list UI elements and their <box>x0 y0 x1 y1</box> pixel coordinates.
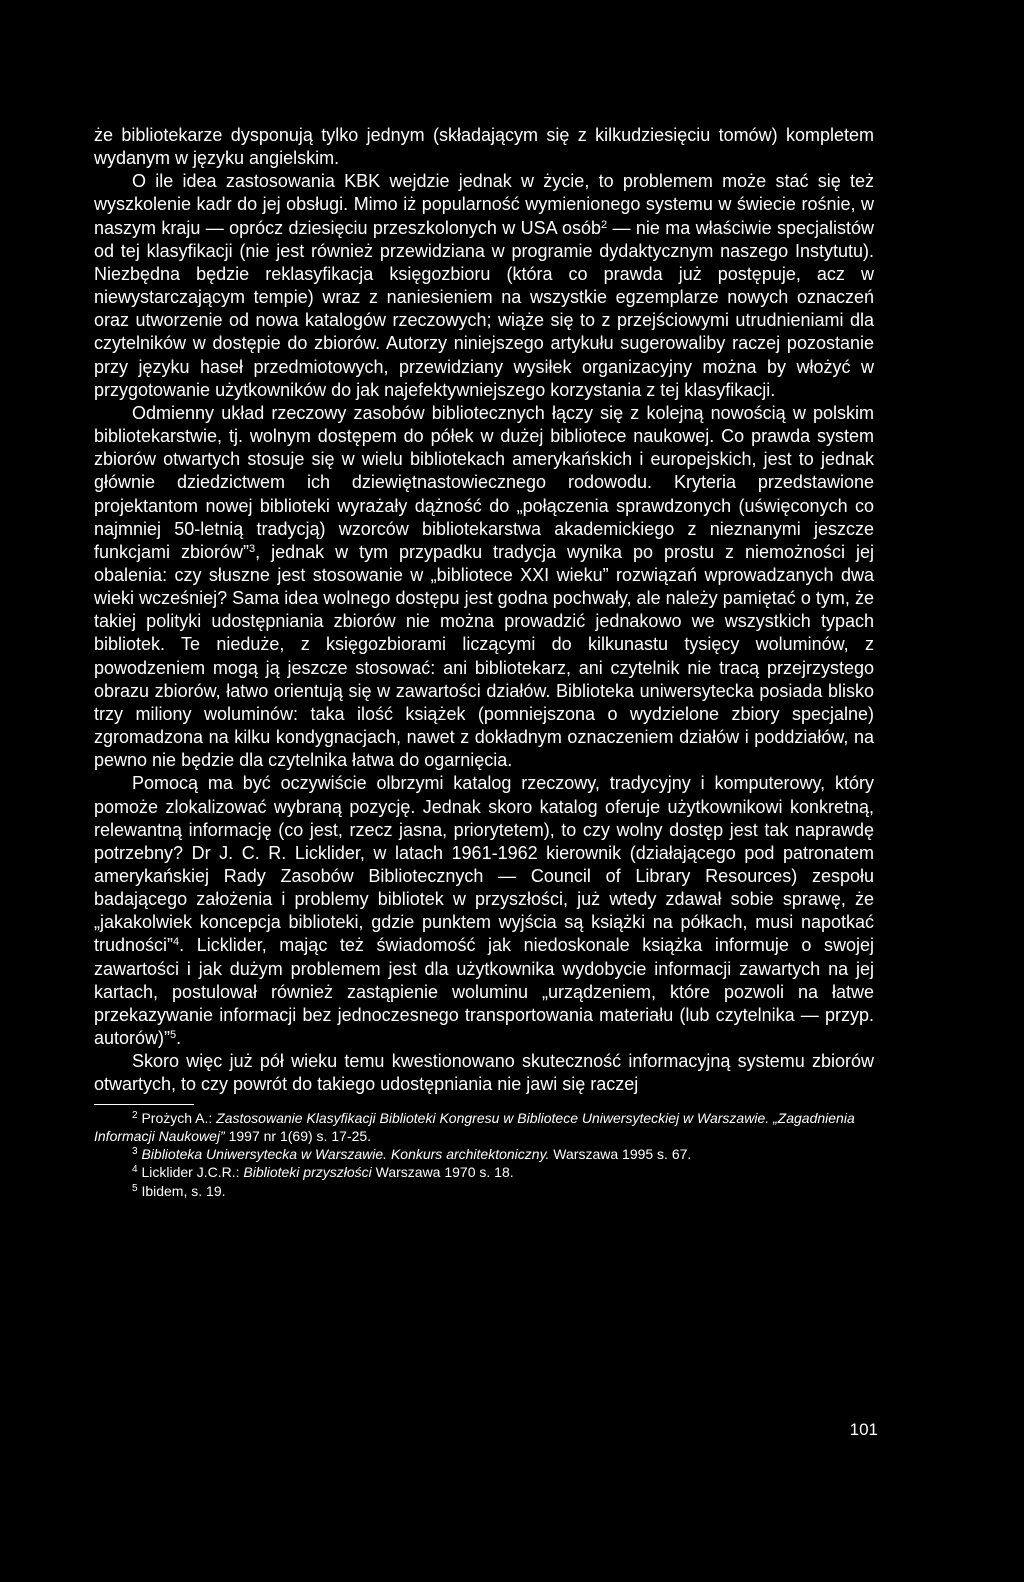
footnotes <box>94 1109 874 1200</box>
footnote-text: Licklider J.C.R.: <box>137 1164 244 1181</box>
footnote <box>94 1145 874 1163</box>
footnote <box>94 1109 874 1146</box>
text-run: O ile idea zastosowania KBK wejdzie jednak w życie, to problemem może stać się też wyszkolenie kadr do jej obsługi. Mimo iż popularność wymienionego systemu w świecie rośnie, w naszym kraju — oprócz dziesięciu przeszkolonych w USA osób <box>94 171 874 238</box>
text-run: że bibliotekarze dysponują tylko jednym (składającym się z kilkudziesięciu tomów) kompletem wydanym w języku angielskim. <box>94 125 874 169</box>
text-run: Skoro więc już pół wieku temu kwestionowano skuteczność informacyjną systemu zbiorów otwartych, to czy powrót do takiego udostępniania nie jawi się raczej <box>94 1051 874 1095</box>
footnote-separator <box>94 1104 194 1105</box>
footnote-text: Warszawa 1995 s. 67. <box>549 1146 692 1163</box>
paragraph <box>94 170 874 402</box>
footnote-text: 1997 nr 1(69) s. 17-25. <box>224 1127 372 1144</box>
footnote-number: 3 <box>132 1146 138 1158</box>
paragraph <box>94 1050 874 1096</box>
body-text <box>94 124 874 1097</box>
text-run: . <box>176 1028 182 1049</box>
footnote-number: 2 <box>132 1109 138 1121</box>
footnote-reference: 5 <box>170 1029 177 1042</box>
footnote <box>94 1163 874 1181</box>
paragraph <box>94 772 874 1050</box>
footnote-reference: 4 <box>173 936 180 949</box>
page-number: 101 <box>849 1420 878 1439</box>
footnote-reference: 3 <box>249 542 256 555</box>
paragraph <box>94 124 874 170</box>
page-content <box>94 124 874 1200</box>
footnote-number: 5 <box>132 1182 138 1194</box>
paragraph <box>94 402 874 773</box>
text-run: Odmienny układ rzeczowy zasobów bibliotecznych łączy się z kolejną nowością w polskim bibliotekarstwie, tj. wolnym dostępem do półek w dużej bibliotece naukowej. Co prawda system zbiorów otwartych stosuje się w wielu bibliotekach amerykańskich i europejskich, jest to jednak głównie dziedzictwem ich dziewiętnastowiecznego rodowodu. Kryteria przedstawione projektantom nowej biblioteki wyrażały dążność do „połączenia sprawdzonych (uświęconych co najmniej 50-letnią tradycją) wzorców bibliotekarstwa akademickiego z nieznanymi jeszcze funkcjami zbiorów” <box>94 402 874 562</box>
footnote-title: Zastosowanie Klasyfikacji Biblioteki Kongresu w Bibliotece Uniwersyteckiej w Warszawie. „Zagadnienia Informacji Naukowej” <box>94 1109 855 1144</box>
text-run: Pomocą ma być oczywiście olbrzymi katalog rzeczowy, tradycyjny i komputerowy, który pomoże zlokalizować wybraną pozycję. Jednak skoro katalog oferuje użytkownikowi konkretną, relewantną informację (co jest, rzecz jasna, priorytetem), to czy wolny dostęp jest tak naprawdę potrzebny? Dr J. C. R. Licklider, w latach 1961-1962 kierownik (działającego pod patronatem amerykańskiej Rady Zasobów Bibliotecznych — Council of Library Resources) zespołu badającego założenia i problemy bibliotek w przyszłości, już wtedy zdawał sobie sprawę, że „jakakolwiek koncepcja biblioteki, gdzie punktem wyjścia są książki na półkach, musi napotkać trudności” <box>94 773 874 956</box>
footnote <box>94 1182 874 1200</box>
footnote-title: Biblioteka Uniwersytecka w Warszawie. Konkurs architektoniczny. <box>141 1146 550 1163</box>
text-run: , jednak w tym przypadku tradycja wynika po prostu z niemożności jej obalenia: czy słuszne jest stosowanie w „bibliotece XXI wieku” rozwiązań wprowadzanych dwa wieki wcześniej? Sama idea wolnego dostępu jest godna pochwały, ale należy pamiętać o tym, że takiej polityki udostępniania zbiorów nie można prowadzić jednakowo we wszystkich typach bibliotek. Te nieduże, z księgozbiorami liczącymi do kilkunastu tysięcy woluminów, z powodzeniem mogą ją jeszcze stosować: ani bibliotekarz, ani czytelnik nie tracą przejrzystego obrazu zbiorów, łatwo orientują się w zawartości działów. Biblioteka uniwersytecka posiada blisko trzy miliony woluminów: taka ilość książek (pomniejszona o wydzielone zbiory specjalne) zgromadzona na kilku kondygnacjach, nawet z dokładnym oznaczeniem działów i poddziałów, na pewno nie będzie dla czytelnika łatwa do ogarnięcia. <box>94 541 874 771</box>
footnote-text: Warszawa 1970 s. 18. <box>371 1164 514 1181</box>
footnote-title: Biblioteki przyszłości <box>243 1164 372 1181</box>
footnote-reference: 2 <box>601 218 608 231</box>
footnote-text: Ibidem, s. 19. <box>137 1182 226 1199</box>
footnote-number: 4 <box>132 1164 138 1176</box>
text-run: — nie ma właściwie specjalistów od tej klasyfikacji (nie jest również przewidziana w programie dydaktycznym naszego Instytutu). Niezbędna będzie reklasyfikacja księgozbioru (która co prawda już postępuje, acz w niewystarczającym tempie) wraz z naniesieniem na wszystkie egzemplarze nowych oznaczeń oraz utworzenie od nowa katalogów rzeczowych; wiąże się to z przejściowymi utrudnieniami dla czytelników w dostępie do zbiorów. Autorzy niniejszego artykułu sugerowaliby raczej pozostanie przy języku haseł przedmiotowych, przewidziany wysiłek organizacyjny można by włożyć w przygotowanie użytkowników do jak najefektywniejszego korzystania z tej klasyfikacji. <box>94 217 874 400</box>
footnote-text: Prożych A.: <box>137 1109 217 1126</box>
text-run: . Licklider, mając też świadomość jak niedoskonale książka informuje o swojej zawartości i jak dużym problemem jest dla użytkownika wydobycie informacji zawartych na jej kartach, postulował również zastąpienie woluminu „urządzeniem, które pozwoli na łatwe przekazywanie informacji bez jednoczesnego transportowania materiału (lub czytelnika — przyp. autorów)” <box>94 935 874 1049</box>
